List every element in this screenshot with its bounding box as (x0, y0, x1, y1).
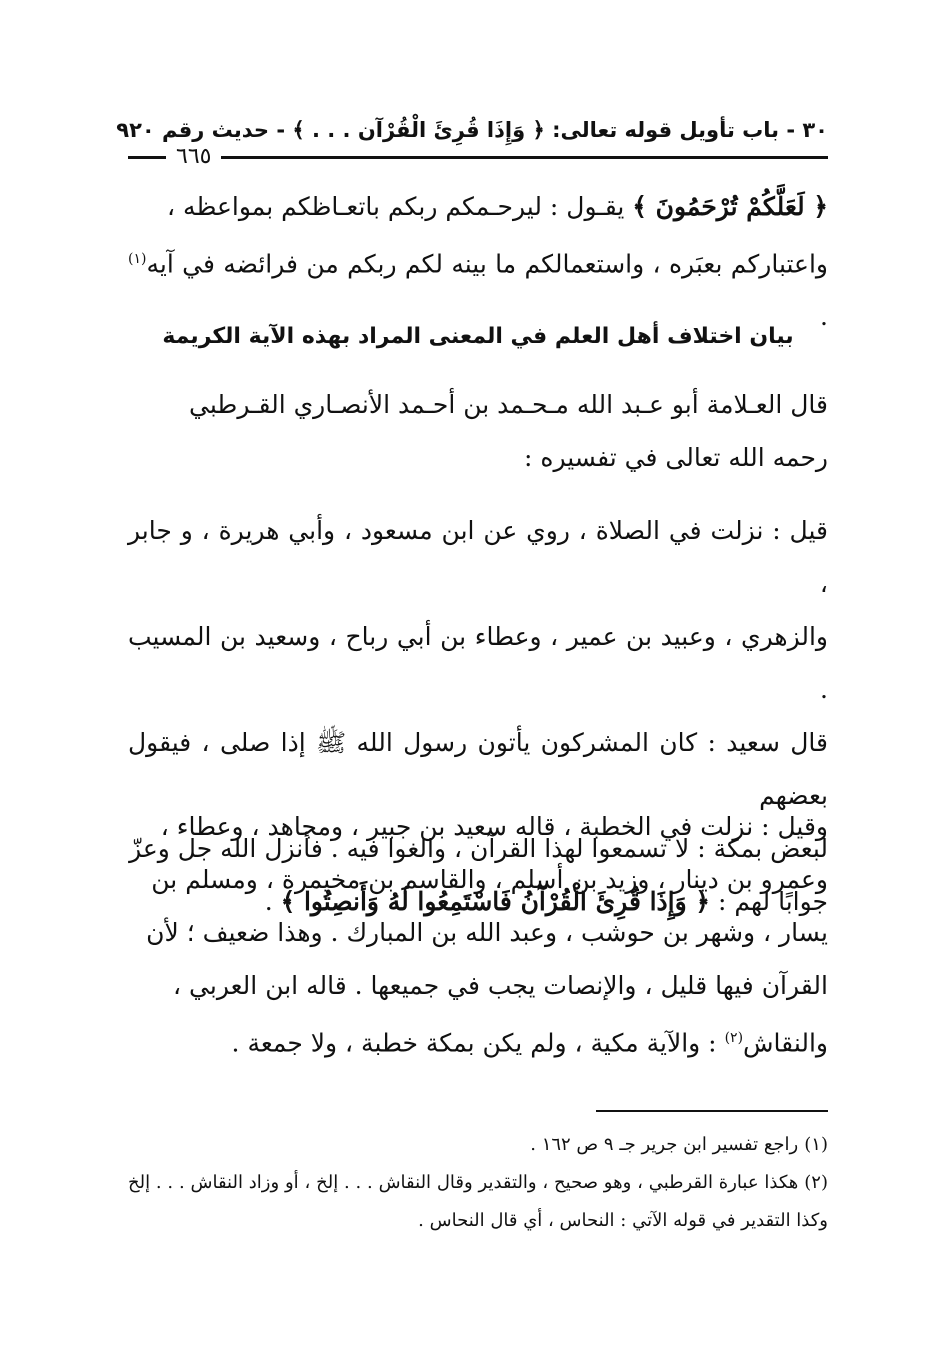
paragraph-2: قال العـلامة أبو عـبد الله مـحـمد بن أحـمد الأنصـاري القـرطبي رحمه الله تعالى في تفسيره : (189, 390, 828, 472)
page-number: ٦٦٥ (166, 144, 221, 169)
footnotes (128, 1126, 828, 1240)
footnote-ref-1: (١) (128, 251, 147, 267)
footnote-separator (596, 1110, 828, 1112)
running-title: ٣٠ - باب تأويل قوله تعالى: ﴿ وَإِذَا قُرِئَ الْقُرْآن . . . ﴾ - حديث رقم ٩٢٠ (116, 118, 828, 142)
paragraph-1 (128, 180, 828, 343)
paragraph-1-line-2: واعتباركم بعبَره ، واستعمالكم ما بينه لكم ربكم من فرائضه في آيه$^{(١)}$ . (128, 249, 828, 332)
paragraph-3: قيل : نزلت في الصلاة ، روي عن ابن مسعود ، وأبي هريرة ، و جابر ، والزهري ، وعبيد بن عمير ، وعطاء بن أبي رباح ، وسعيد بن المسيب . قال سعيد : كان المشركون يأتون رسول الله ﷺ إذا صلى ، فيقول بعضهم لبعض بمكة : لا تسمعوا لهذا القرآن ، والغوا فيه . فأنزل الله جل وعزّ جوابًا لهم : ﴿ وَإِذَا قُرِئَ الْقُرْآنُ فَاسْتَمِعُوا لَهُ وَأَنصِتُوا ﴾ . (128, 516, 828, 916)
footnote-1: (١)راجع تفسير ابن جرير جـ ٩ ص ١٦٢ . (530, 1134, 828, 1155)
footnote-2: (٢)هكذا عبارة القرطبي ، وهو صحيح ، والتقدير وقال النقاش . . . إلخ ، أو وزاد النقاش . . . إلخ وكذا التقدير في قوله الآتي : النحاس ، أي قال النحاس . (128, 1172, 828, 1231)
paragraph-4: وقيل : نزلت في الخطبة ، قاله سعيد بن جبير ، ومجاهد ، وعطاء ، وعمرو بن دينار ، وزيد بن أسلم ، والقاسم بن مخيمرة ، ومسلم بن يسار ، وشهر بن حوشب ، وعبد الله بن المبارك . وهذا ضعيف ؛ لأن القرآن فيها قليل ، والإنصات يجب في جميعها . قاله ابن العربي ، والنقاش$^{(٢)}$ : والآية مكية ، ولم يكن بمكة خطبة ، ولا جمعة . (146, 812, 828, 1058)
header-rule (128, 156, 828, 159)
quran-verse: ﴿ لَعَلَّكُمْ تُرْحَمُونَ ﴾ (632, 192, 828, 221)
section-heading: بيان اختلاف أهل العلم في المعنى المراد بهذه الآية الكريمة (162, 324, 794, 349)
footnote-ref-2: (٢) (724, 1030, 744, 1046)
paragraph-1-line-1: ﴿ لَعَلَّكُمْ تُرْحَمُونَ ﴾ يقـول : ليرحـمكم ربكم باتعـاظكم بمواعظه ، (167, 192, 828, 221)
quran-verse: ﴿ وَإِذَا قُرِئَ الْقُرْآنُ فَاسْتَمِعُوا لَهُ وَأَنصِتُوا ﴾ (280, 887, 711, 916)
page-header (116, 118, 828, 169)
